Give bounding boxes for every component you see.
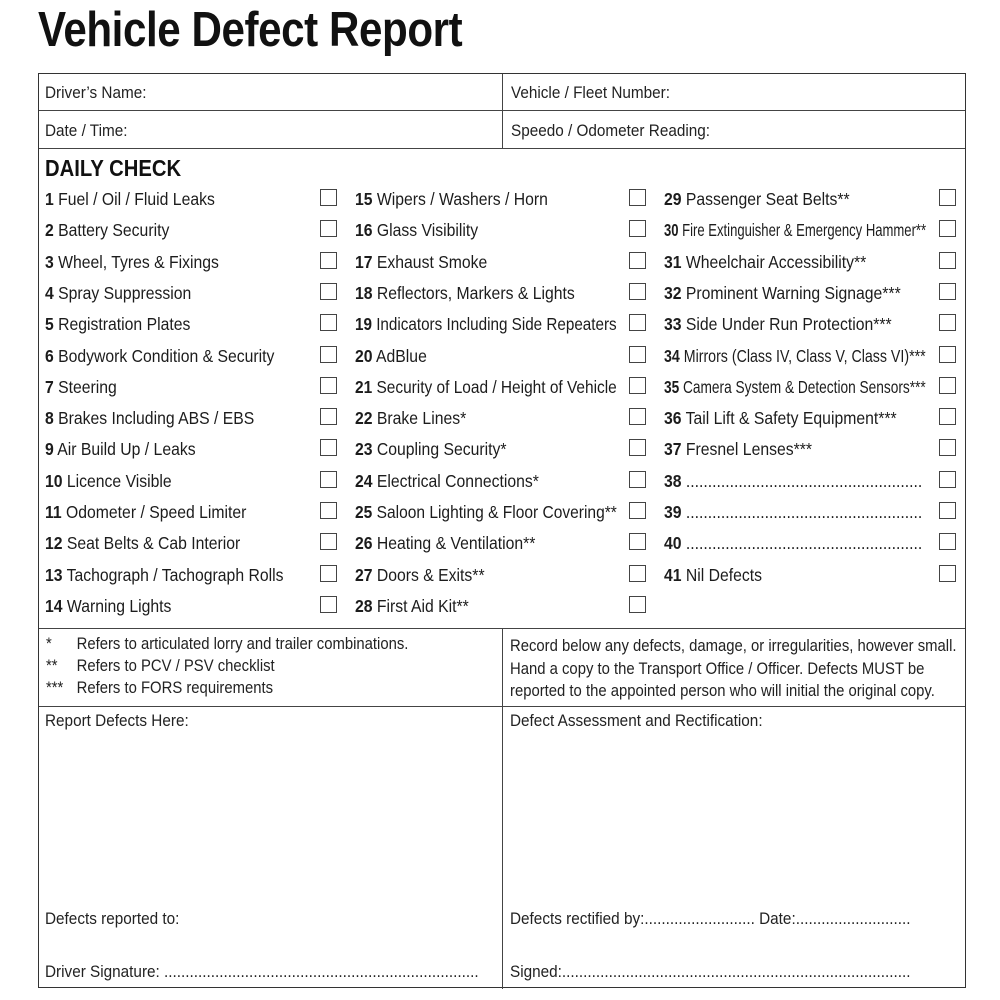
driver-name-field[interactable]: Driver’s Name: <box>45 83 147 102</box>
checklist-item <box>45 565 283 586</box>
checklist-item-label: AdBlue <box>376 345 427 366</box>
checklist-item-number: 12 <box>45 533 63 554</box>
checklist-item <box>45 377 117 398</box>
checklist-item-number: 41 <box>664 564 682 585</box>
checklist-item <box>45 346 274 367</box>
checklist-item-number: 13 <box>45 564 63 585</box>
checklist-item-number: 1 <box>45 189 54 209</box>
instructions-line: Hand a copy to the Transport Office / Officer. Defects MUST be <box>510 659 925 678</box>
checklist-checkbox[interactable] <box>320 533 337 550</box>
checklist-item-number: 26 <box>355 533 373 554</box>
checklist-item-number: 19 <box>355 314 372 335</box>
checklist-item-number: 11 <box>45 502 62 522</box>
checklist-item <box>355 565 485 586</box>
checklist-item-label: ...................................................... <box>685 502 923 522</box>
divider <box>502 74 503 148</box>
checklist-item-number: 5 <box>45 314 54 335</box>
checklist-item-number: 14 <box>45 595 63 616</box>
checklist-item <box>355 314 617 335</box>
checklist-checkbox[interactable] <box>629 502 646 519</box>
checklist-item-number: 33 <box>664 314 682 335</box>
checklist-item <box>664 565 762 586</box>
checklist-checkbox[interactable] <box>939 408 956 425</box>
checklist-item-number: 37 <box>664 439 682 460</box>
checklist-checkbox[interactable] <box>939 565 956 582</box>
checklist-checkbox[interactable] <box>320 189 337 206</box>
checklist-item-label: Security of Load / Height of Vehicle <box>376 376 617 397</box>
checklist-item-label: Camera System & Detection Sensors*** <box>683 376 926 397</box>
checklist-item <box>45 502 246 523</box>
note-symbol: ** <box>46 657 58 675</box>
checklist-item <box>45 439 196 460</box>
checklist-item <box>45 314 190 335</box>
checklist-item-number: 31 <box>664 251 682 272</box>
checklist-item-number: 32 <box>664 282 682 303</box>
checklist-checkbox[interactable] <box>939 502 956 519</box>
note-text: Refers to FORS requirements <box>76 679 274 697</box>
checklist-item-label: First Aid Kit** <box>376 595 469 616</box>
checklist-item-number: 21 <box>355 376 373 397</box>
checklist-checkbox[interactable] <box>629 596 646 613</box>
checklist-item <box>45 252 219 273</box>
note-text: Refers to PCV / PSV checklist <box>76 657 275 675</box>
checklist-item <box>664 408 897 429</box>
checklist-item-label: Wipers / Washers / Horn <box>376 189 548 209</box>
checklist-item-number: 16 <box>355 220 373 241</box>
checklist-item-label: Electrical Connections* <box>376 470 539 491</box>
defect-assessment-area[interactable]: Defect Assessment and Rectification: <box>510 711 763 730</box>
checklist-item-number: 39 <box>664 502 682 522</box>
checklist-item-label: Side Under Run Protection*** <box>685 314 892 335</box>
checklist-checkbox[interactable] <box>939 252 956 269</box>
note-text: Refers to articulated lorry and trailer combinations. <box>76 635 409 653</box>
checklist-item-label: Battery Security <box>58 220 170 241</box>
checklist-item-label: ...................................................... <box>685 533 923 554</box>
checklist-checkbox[interactable] <box>320 565 337 582</box>
checklist-item-label: Exhaust Smoke <box>376 251 488 272</box>
checklist-item-number: 24 <box>355 470 373 491</box>
checklist-item-number: 8 <box>45 408 54 429</box>
checklist-checkbox[interactable] <box>939 533 956 550</box>
checklist-checkbox[interactable] <box>939 189 956 206</box>
checklist-item <box>355 471 539 492</box>
checklist-item-label: Saloon Lighting & Floor Covering** <box>376 502 617 522</box>
checklist-item-number: 30 <box>664 220 679 241</box>
checklist-item-label: Odometer / Speed Limiter <box>66 502 247 522</box>
checklist-item <box>664 283 901 304</box>
checklist-item-label: Glass Visibility <box>376 220 479 241</box>
checklist-item <box>355 439 506 460</box>
checklist-checkbox[interactable] <box>629 314 646 331</box>
checklist-item-number: 27 <box>355 564 373 585</box>
note-pcv <box>46 657 275 676</box>
checklist-checkbox[interactable] <box>320 408 337 425</box>
checklist-item-number: 15 <box>355 189 373 209</box>
checklist-checkbox[interactable] <box>629 565 646 582</box>
defects-rectified-by-field[interactable]: Defects rectified by:.......................... Date:........................... <box>510 909 911 928</box>
checklist-item <box>355 596 469 617</box>
checklist-checkbox[interactable] <box>629 189 646 206</box>
driver-signature-field[interactable]: Driver Signature: .......................................................................... <box>45 962 479 981</box>
checklist-item <box>664 220 926 241</box>
checklist-checkbox[interactable] <box>939 314 956 331</box>
checklist-item-label: Tachograph / Tachograph Rolls <box>66 564 284 585</box>
checklist-checkbox[interactable] <box>629 346 646 363</box>
checklist-item <box>664 314 892 335</box>
note-symbol: *** <box>46 679 64 697</box>
checklist-item-label: Registration Plates <box>58 314 191 335</box>
checklist-item-label: Reflectors, Markers & Lights <box>376 282 575 303</box>
checklist-item <box>45 283 191 304</box>
checklist-item <box>664 439 812 460</box>
checklist-item <box>355 408 466 429</box>
note-articulated <box>46 635 408 654</box>
checklist-item <box>45 471 172 492</box>
checklist-item-label: Fuel / Oil / Fluid Leaks <box>58 189 215 209</box>
defect-report-form <box>38 73 966 988</box>
checklist-checkbox[interactable] <box>939 346 956 363</box>
checklist-checkbox[interactable] <box>939 377 956 394</box>
checklist-item-label: Wheel, Tyres & Fixings <box>58 251 219 272</box>
checklist-item-number: 38 <box>664 470 682 491</box>
checklist-item <box>355 283 575 304</box>
checklist-item <box>664 471 922 492</box>
checklist-item-number: 6 <box>45 345 54 366</box>
checklist-item-number: 2 <box>45 220 54 241</box>
checklist-item-number: 34 <box>664 345 680 366</box>
checklist-checkbox[interactable] <box>320 346 337 363</box>
checklist-item <box>355 220 478 241</box>
checklist-item-label: Prominent Warning Signage*** <box>685 282 901 303</box>
checklist-checkbox[interactable] <box>629 377 646 394</box>
checklist-item-label: Heating & Ventilation** <box>376 533 536 554</box>
instructions-text <box>510 635 957 703</box>
checklist-checkbox[interactable] <box>939 471 956 488</box>
instructions-line: Record below any defects, damage, or irregularities, however small. <box>510 637 957 655</box>
checklist-item <box>664 533 922 554</box>
checklist-item <box>45 596 171 617</box>
checklist-item-label: Mirrors (Class IV, Class V, Class VI)*** <box>683 345 926 366</box>
checklist-item-number: 7 <box>45 376 54 397</box>
checklist-item <box>664 377 926 398</box>
instructions-line: reported to the appointed person who will initial the original copy. <box>510 682 935 700</box>
checklist-item-number: 36 <box>664 408 682 429</box>
divider <box>39 148 965 149</box>
checklist-checkbox[interactable] <box>939 439 956 456</box>
checklist-item <box>355 346 427 367</box>
checklist-item-number: 23 <box>355 439 373 460</box>
checklist-item <box>664 502 922 523</box>
page-title: Vehicle Defect Report <box>38 3 463 57</box>
checklist-item-number: 35 <box>664 376 680 397</box>
checklist-item <box>664 189 850 210</box>
checklist-item-label: ...................................................... <box>685 470 923 491</box>
date-time-field[interactable]: Date / Time: <box>45 121 128 140</box>
checklist-checkbox[interactable] <box>629 252 646 269</box>
checklist-item <box>45 408 254 429</box>
checklist-item-number: 28 <box>355 595 373 616</box>
checklist-item-label: Brake Lines* <box>376 408 467 429</box>
checklist-item-label: Fire Extinguisher & Emergency Hammer** <box>682 220 927 241</box>
checklist-checkbox[interactable] <box>629 283 646 300</box>
checklist-checkbox[interactable] <box>320 377 337 394</box>
checklist-item-label: Seat Belts & Cab Interior <box>66 533 241 554</box>
report-defects-area[interactable]: Report Defects Here: <box>45 711 189 730</box>
checklist-item <box>45 220 169 241</box>
checklist-item <box>355 377 617 398</box>
checklist-item-label: Licence Visible <box>66 470 172 491</box>
checklist-item-label: Bodywork Condition & Security <box>58 345 275 366</box>
checklist-item-label: Fresnel Lenses*** <box>685 439 812 460</box>
checklist-item <box>45 533 240 554</box>
checklist-item-number: 9 <box>45 439 54 460</box>
checklist-checkbox[interactable] <box>320 252 337 269</box>
checklist-item-label: Warning Lights <box>66 595 172 616</box>
checklist-checkbox[interactable] <box>320 220 337 237</box>
checklist-item-number: 20 <box>355 345 373 366</box>
checklist-item-label: Brakes Including ABS / EBS <box>58 408 255 429</box>
checklist-item-label: Wheelchair Accessibility** <box>685 251 867 272</box>
checklist-item-label: Doors & Exits** <box>376 564 485 585</box>
checklist-item <box>355 252 487 273</box>
checklist-item <box>45 189 215 210</box>
signed-field[interactable]: Signed:.................................................................................. <box>510 962 911 981</box>
checklist-item-label: Spray Suppression <box>58 282 192 303</box>
checklist-item-number: 25 <box>355 502 373 522</box>
checklist-checkbox[interactable] <box>629 439 646 456</box>
checklist-item-label: Coupling Security* <box>376 439 507 460</box>
divider <box>39 706 965 707</box>
checklist-checkbox[interactable] <box>629 408 646 425</box>
checklist-item-label: Air Build Up / Leaks <box>57 439 196 460</box>
checklist-item-number: 22 <box>355 408 373 429</box>
checklist-checkbox[interactable] <box>320 314 337 331</box>
checklist-item-label: Steering <box>58 376 117 397</box>
checklist-checkbox[interactable] <box>320 471 337 488</box>
checklist-item <box>355 502 617 523</box>
divider <box>502 628 503 989</box>
speedo-odometer-field[interactable]: Speedo / Odometer Reading: <box>511 121 711 140</box>
checklist-checkbox[interactable] <box>939 283 956 300</box>
checklist-item <box>664 346 926 367</box>
checklist-checkbox[interactable] <box>320 502 337 519</box>
checklist-item-number: 10 <box>45 470 63 491</box>
checklist-checkbox[interactable] <box>629 533 646 550</box>
checklist-checkbox[interactable] <box>320 283 337 300</box>
checklist-item <box>355 189 548 210</box>
checklist-item-number: 29 <box>664 189 682 209</box>
note-fors <box>46 679 273 698</box>
checklist-checkbox[interactable] <box>320 596 337 613</box>
checklist-item-label: Passenger Seat Belts** <box>685 189 850 209</box>
checklist-item-number: 40 <box>664 533 682 554</box>
checklist-item-number: 3 <box>45 251 54 272</box>
checklist-checkbox[interactable] <box>320 439 337 456</box>
checklist-checkbox[interactable] <box>629 220 646 237</box>
checklist-item-label: Indicators Including Side Repeaters <box>376 314 617 335</box>
daily-check-title: DAILY CHECK <box>45 155 182 181</box>
note-symbol: * <box>46 635 52 653</box>
defects-reported-to-field[interactable]: Defects reported to: <box>45 909 180 928</box>
checklist-checkbox[interactable] <box>629 471 646 488</box>
checklist-item-number: 17 <box>355 251 373 272</box>
checklist-item-number: 18 <box>355 282 373 303</box>
checklist-item <box>664 252 866 273</box>
checklist-item-label: Nil Defects <box>685 564 763 585</box>
checklist-checkbox[interactable] <box>939 220 956 237</box>
checklist-item-number: 4 <box>45 282 54 303</box>
checklist-item-label: Tail Lift & Safety Equipment*** <box>685 408 897 429</box>
checklist-item <box>355 533 535 554</box>
vehicle-fleet-number-field[interactable]: Vehicle / Fleet Number: <box>511 83 671 102</box>
